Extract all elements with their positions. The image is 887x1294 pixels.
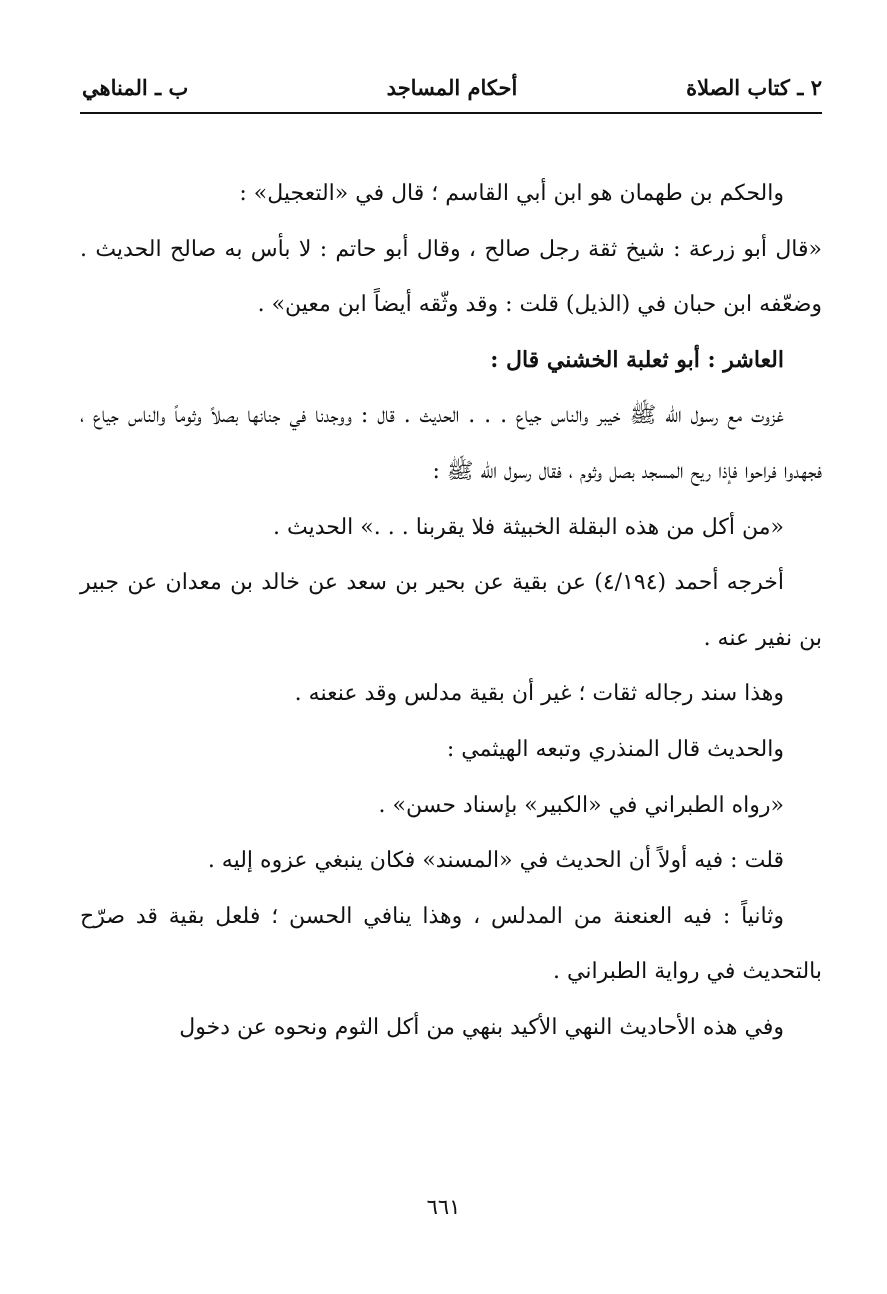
paragraph: قلت : فيه أولاً أن الحديث في «المسند» فكان ينبغي عزوه إليه . [207,848,784,874]
running-head-section: ب ـ المناهي [82,75,189,100]
paragraph: غزوت مع رسول الله ﷺ خيبر والناس جياع . . . الحديث . قال : ووجدنا في جنانها بصلاً وثوماً والناس جياع ، فجهدوا فراحوا فإذا ريح المسجد بصل وثوم ، فقال رسول الله ﷺ : [80,403,822,484]
page-header [82,70,822,110]
paragraph: والحكم بن طهمان هو ابن أبي القاسم ؛ قال في «التعجيل» : [239,181,784,206]
paragraph: «قال أبو زرعة : شيخ ثقة رجل صالح ، وقال أبو حاتم : لا بأس به صالح الحديث . وضعّفه ابن حبان في (الذيل) قلت : وقد وثّقه أيضاً ابن معين» . [80,236,822,318]
paragraph-heading: العاشر : أبو ثعلبة الخشني قال : [490,346,784,373]
paragraph: وثانياً : فيه العنعنة من المدلس ، وهذا ينافي الحسن ؛ فلعل بقية قد صرّح بالتحديث في رواية الطبراني . [80,903,822,985]
running-head-title: أحكام المساجد [386,75,518,100]
paragraph: وفي هذه الأحاديث النهي الأكيد بنهي من أكل الثوم ونحوه عن دخول [179,1014,784,1040]
paragraph: «رواه الطبراني في «الكبير» بإسناد حسن» . [378,792,784,818]
paragraph: وهذا سند رجاله ثقات ؛ غير أن بقية مدلس وقد عنعنه . [294,681,784,707]
running-head-chapter: ٢ ـ كتاب الصلاة [686,75,822,100]
body-text [80,166,822,1056]
paragraph: أخرجه أحمد (٤/١٩٤) عن بقية عن بحير بن سعد عن خالد بن معدان عن جبير بن نفير عنه . [80,570,822,651]
paragraph: والحديث قال المنذري وتبعه الهيثمي : [446,736,784,762]
paragraph: «من أكل من هذه البقلة الخبيثة فلا يقربنا . . .» الحديث . [273,514,784,540]
page-number: ٦٦١ [426,1195,461,1219]
header-rule [80,112,822,114]
